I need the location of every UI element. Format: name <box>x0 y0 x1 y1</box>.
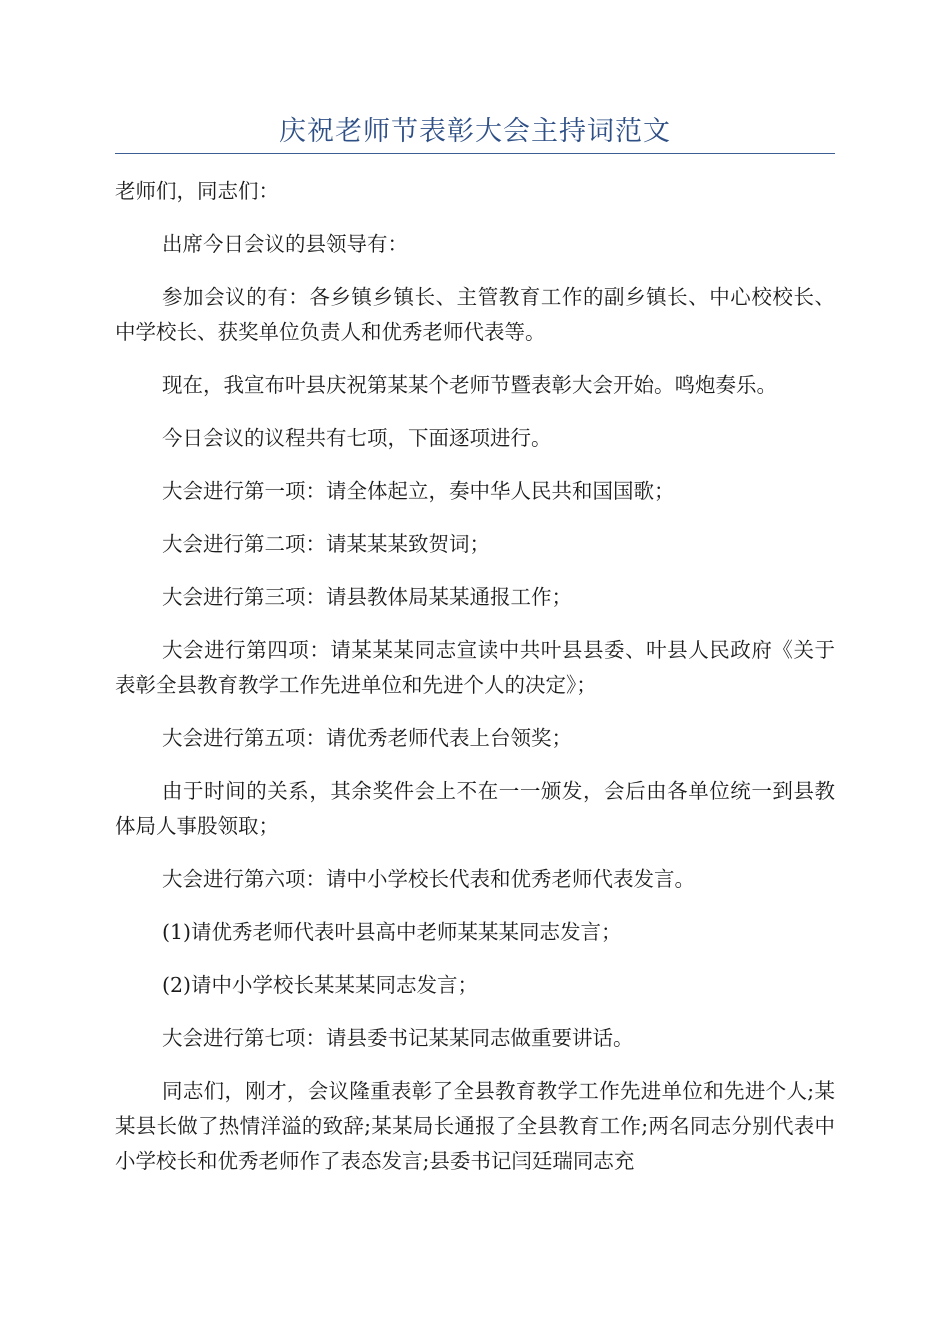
paragraph-item-1: 大会进行第一项：请全体起立，奏中华人民共和国国歌； <box>162 479 675 503</box>
paragraph-agenda: 今日会议的议程共有七项，下面逐项进行。 <box>162 426 552 450</box>
paragraph-awards-note: 由于时间的关系，其余奖件会上不在一一颁发，会后由各单位统一到县教体局人事股领取； <box>115 779 835 838</box>
paragraph-summary: 同志们，刚才，会议隆重表彰了全县教育教学工作先进单位和先进个人;某某县长做了热情洋溢的致辞;某某局长通报了全县教育工作;两名同志分别代表中小学校长和优秀老师作了表态发言;县委书记闫廷瑞同志充 <box>115 1079 835 1173</box>
title-underline <box>115 153 835 154</box>
paragraph-item-3: 大会进行第三项：请县教体局某某通报工作； <box>162 585 572 609</box>
paragraph-greeting: 老师们，同志们： <box>115 179 279 203</box>
paragraph-speech-2: (2)请中小学校长某某某同志发言； <box>162 973 479 997</box>
paragraph-opening: 现在，我宣布叶县庆祝第某某个老师节暨表彰大会开始。鸣炮奏乐。 <box>162 373 777 397</box>
paragraph-speech-1: (1)请优秀老师代表叶县高中老师某某某同志发言； <box>162 920 622 944</box>
document-title: 庆祝老师节表彰大会主持词范文 <box>279 116 671 147</box>
paragraph-item-6: 大会进行第六项：请中小学校长代表和优秀老师代表发言。 <box>162 867 695 891</box>
document-body <box>115 174 835 1197</box>
paragraph-item-5: 大会进行第五项：请优秀老师代表上台领奖； <box>162 726 572 750</box>
paragraph-item-7: 大会进行第七项：请县委书记某某同志做重要讲话。 <box>162 1026 634 1050</box>
paragraph-attendees: 参加会议的有：各乡镇乡镇长、主管教育工作的副乡镇长、中心校校长、中学校长、获奖单位负责人和优秀老师代表等。 <box>115 285 835 344</box>
paragraph-leaders: 出席今日会议的县领导有： <box>162 232 408 256</box>
paragraph-item-4: 大会进行第四项：请某某某同志宣读中共叶县县委、叶县人民政府《关于表彰全县教育教学工作先进单位和先进个人的决定》； <box>115 638 835 697</box>
paragraph-item-2: 大会进行第二项：请某某某致贺词； <box>162 532 490 556</box>
